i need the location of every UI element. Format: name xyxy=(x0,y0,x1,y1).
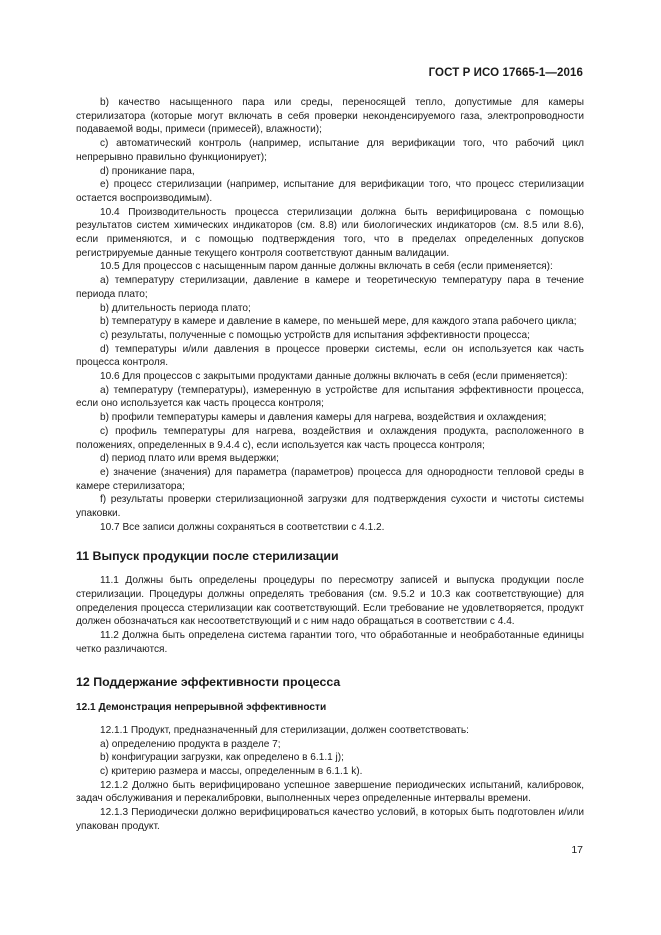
paragraph: a) температуру стерилизации, давление в камере и теоретическую температуру пара в течение периода плато; xyxy=(76,275,584,300)
paragraph: b) качество насыщенного пара или среды, переносящей тепло, допустимые для камеры стерилизатора (которые могут включать в себя проверки неконденсируемого газа, электропроводности подаваемой воды, примеси (примесей), влажности); xyxy=(76,97,584,136)
paragraph: d) период плато или время выдержки; xyxy=(100,453,279,465)
document-header: ГОСТ Р ИСО 17665-1—2016 xyxy=(428,67,583,79)
page-body xyxy=(76,96,584,833)
paragraph: a) температуру (температуры), измеренную в устройстве для испытания эффективности процесса, если оно используется как часть процесса контроля; xyxy=(76,384,584,410)
paragraph: d) проникание пара, xyxy=(100,165,195,177)
paragraph: d) температуры и/или давления в процессе проверки системы, если он используется как часть процесса контроля. xyxy=(76,343,584,369)
paragraph: 12.1.3 Периодически должно верифицироваться качество условий, в которых быть подготовлен и/или упакован продукт. xyxy=(76,807,584,832)
paragraph: 10.5 Для процессов с насыщенным паром данные должны включать в себя (если применяется): xyxy=(100,261,553,273)
paragraph: c) профиль температуры для нагрева, воздействия и охлаждения продукта, расположенного в положениях, определенных в 9.4.4 c), если используется как часть процесса контроля; xyxy=(76,425,584,451)
paragraph: b) конфигурации загрузки, как определено в 6.1.1 j); xyxy=(100,752,344,764)
subsection-12-1-heading: 12.1 Демонстрация непрерывной эффективности xyxy=(76,702,327,714)
paragraph: f) результаты проверки стерилизационной загрузки для подтверждения сухости и чистоты системы упаковки. xyxy=(76,494,584,520)
paragraph: b) профили температуры камеры и давления камеры для нагрева, воздействия и охлаждения; xyxy=(100,412,547,424)
paragraph: e) значение (значения) для параметра (параметров) процесса для однородности тепловой среды в камере стерилизатора; xyxy=(76,466,584,492)
section-11-body xyxy=(76,574,584,656)
section-12-heading: 12 Поддержание эффективности процесса xyxy=(76,675,341,690)
section-12-body xyxy=(76,724,584,834)
paragraph: 10.4 Производительность процесса стерилизации должна быть верифицирована с помощью результатов систем химических индикаторов (см. 8.8) или биологических индикаторов (см. 8.5 или 8.6), если применяются, и с помощью подтверждения того, что в пределах определенных допусков регистрируемые данные текущего контроля соответствуют данным валидации. xyxy=(76,206,584,259)
paragraph: 11.1 Должны быть определены процедуры по пересмотру записей и выпуска продукции после стерилизации. Процедуры должны определять требования (см. 9.5.2 и 10.3 как соответствующие) для определения процесса стерилизации как соответствующий. Если требование не удовлетворяется, продукт должен обозначаться как несоответствующий и с ним надо обращаться в соответствии с 4.4. xyxy=(76,575,584,628)
paragraph: 11.2 Должна быть определена система гарантии того, что обработанные и необработанные единицы четко различаются. xyxy=(76,630,584,655)
page-number: 17 xyxy=(571,844,583,856)
paragraph: 10.7 Все записи должны сохраняться в соответствии с 4.1.2. xyxy=(100,521,385,533)
paragraph: 12.1.1 Продукт, предназначенный для стерилизации, должен соответствовать: xyxy=(100,724,469,736)
paragraph: c) автоматический контроль (например, испытание для верификации того, что рабочий цикл непрерывно правильно функционирует); xyxy=(76,138,584,163)
paragraph: c) результаты, полученные с помощью устройств для испытания эффективности процесса; xyxy=(100,329,530,341)
paragraph: 10.6 Для процессов с закрытыми продуктами данные должны включать в себя (если применяется): xyxy=(100,371,568,383)
paragraph: c) критерию размера и массы, определенным в 6.1.1 k). xyxy=(100,765,363,777)
section-11-heading: 11 Выпуск продукции после стерилизации xyxy=(76,548,339,563)
paragraph: b) температуру в камере и давление в камере, по меньшей мере, для каждого этапа рабочего цикла; xyxy=(100,316,577,328)
paragraph: e) процесс стерилизации (например, испытание для верификации того, что процесс стерилизации остается воспроизводимым). xyxy=(76,179,584,204)
paragraph: a) определению продукта в разделе 7; xyxy=(100,738,281,750)
paragraph: 12.1.2 Должно быть верифицировано успешное завершение периодических испытаний, калибровок, задач обслуживания и перекалибровки, выполненных через определенные интервалы времени. xyxy=(76,779,584,805)
paragraph: b) длительность периода плато; xyxy=(100,302,251,314)
block-10-records xyxy=(76,96,584,535)
